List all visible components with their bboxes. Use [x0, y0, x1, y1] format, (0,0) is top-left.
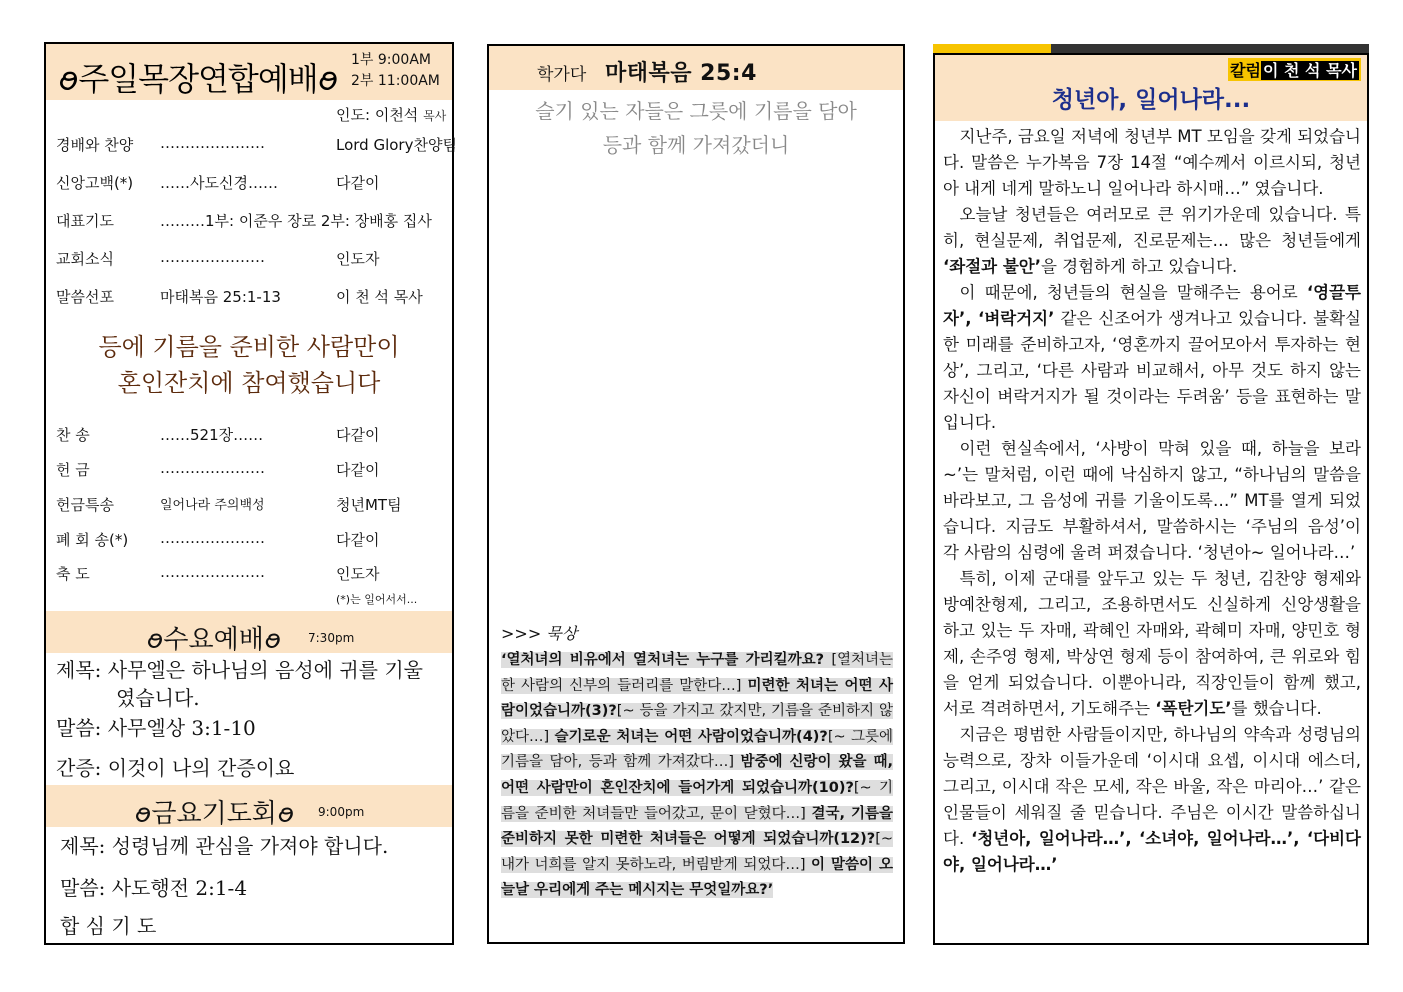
meditation-questions	[501, 648, 893, 904]
column-paragraph	[943, 280, 1361, 436]
order-leader: 이 천 석 목사	[336, 288, 423, 306]
order-detail: 마태복음 25:1-13	[160, 288, 281, 306]
order-detail: …………………	[160, 134, 265, 152]
wednesday-subject	[56, 656, 440, 712]
column-paragraph	[943, 124, 1361, 202]
friday-subject: 제목: 성령님께 관심을 가져야 합니다.	[60, 834, 389, 858]
friday-prayer-title: ꪮ금요기도회ꪮ	[134, 799, 295, 829]
order-row	[56, 286, 448, 310]
order-item: 축 도	[56, 565, 90, 583]
meditation-label: >>> 묵상	[501, 624, 578, 643]
meditation-question: ‘열처녀의 비유에서 열처녀는 누구를 가리킬까요?	[501, 652, 832, 668]
column-emphasis: ‘폭탄기도’	[1155, 699, 1232, 718]
meditation-question: 밤중에 신랑이 왔을 때, 어떤 사람만이 혼인잔치에 들어가게 되었습니까(10)?	[501, 754, 893, 796]
order-detail: ……521장……	[160, 426, 264, 444]
wednesday-testimony: 간증: 이것이 나의 간증이요	[56, 756, 295, 780]
order-leader: Lord Glory찬양팀	[336, 136, 457, 154]
order-item: 경배와 찬양	[56, 136, 134, 154]
meditation-answer: [~ 그릇에 기름을 담아, 등과 함께 가져갔다…]	[501, 728, 894, 771]
service-time-1: 1부 9:00AM	[351, 52, 431, 68]
order-item: 신앙고백(*)	[56, 174, 134, 192]
order-row	[56, 134, 457, 158]
scripture-header	[489, 46, 903, 90]
meditation-question: 미련한 처녀는 어떤 사람이었습니까(3)?	[501, 677, 893, 720]
leader-role: 목사	[423, 109, 447, 123]
order-detail: …………………	[160, 459, 265, 477]
wednesday-word: 말씀: 사무엘상 3:1-10	[56, 716, 256, 740]
meditation-answer: [열처녀는 한 사람의 신부의 들러리를 말한다…]	[501, 652, 893, 694]
column-text: 이런 현실속에서, ‘사방이 막혀 있을 때, 하늘을 보라~’는 말처럼, 이런 때에 낙심하지 않고, “하나님의 말씀을 바라보고, 그 음성에 귀를 기울이도록…” MT를 열게 되었습니다. 지금도 부활하셔서, 말씀하시는 ‘주님의 음성’이 각 사람의 심령에 울려 퍼졌습니다. ‘청년아~ 일어나라…’	[943, 439, 1361, 562]
worship-order-panel	[44, 42, 457, 945]
meditation-answer: [~ 등을 가지고 갔지만, 기름을 준비하지 않았다…]	[501, 703, 893, 745]
column-paragraph	[943, 722, 1361, 878]
order-detail: ………1부: 이준우 장로 2부: 장배홍 집사	[160, 212, 432, 230]
order-leader: 청년MT팀	[336, 496, 402, 514]
wednesday-service-header	[46, 611, 452, 653]
sermon-message-line: 등에 기름을 준비한 사람만이	[98, 333, 400, 361]
column-paragraph	[943, 436, 1361, 566]
scripture-panel	[487, 44, 905, 944]
wednesday-subject-text: 사무엘은 하나님의 음성에 귀를 기울였습니다.	[107, 658, 423, 710]
order-leader: 인도자	[336, 250, 380, 268]
meditation-answer: [~ 기름을 준비한 처녀들만 들어갔고, 문이 닫혔다…]	[501, 779, 893, 822]
leader-name: 이천석	[374, 106, 419, 124]
leader-line	[336, 104, 446, 125]
friday-word: 말씀: 사도행전 2:1-4	[60, 876, 248, 900]
column-text: 지금은 평범한 사람들이지만, 하나님의 약속과 성령님의 능력으로, 장차 이들가운데 ‘이시대 요셉, 이시대 에스더, 그리고, 이시대 작은 모세, 작은 바울, 작은 마리아…’ 같은 인물들이 세워질 줄 믿습니다. 주님은 이시간 말씀하십니다.	[943, 725, 1361, 848]
order-item: 교회소식	[56, 250, 114, 268]
scripture-header-label: 학가다	[537, 65, 587, 85]
standing-note: (*)는 일어서서...	[336, 593, 418, 606]
column-emphasis: ‘좌절과 불안’	[943, 257, 1041, 276]
column-text: 특히, 이제 군대를 앞두고 있는 두 청년, 김찬양 형제와 방예찬형제, 그리고, 조용하면서도 신실하게 신앙생활을 하고 있는 두 자매, 곽혜인 자매와, 곽혜미 자매, 양민호 형제, 손주영 형제, 박상연 형제 등이 참여하여, 큰 위로와 힘을 얻게 되었습니다. 이뿐아니라, 직장인들이 함께 했고, 서로 격려하면서, 기도해주는	[943, 569, 1361, 718]
order-row	[56, 424, 448, 448]
order-row	[56, 494, 448, 518]
order-item: 대표기도	[56, 212, 114, 230]
order-detail: …………………	[160, 529, 265, 547]
sunday-service-title: ꪮ주일목장연합예배ꪮ	[58, 60, 338, 98]
column-author: 이 천 석 목사	[1263, 61, 1357, 80]
scripture-verse-line: 슬기 있는 자들은 그릇에 기름을 담아	[535, 99, 857, 123]
column-text: 지난주, 금요일 저녁에 청년부 MT 모임을 갖게 되었습니다. 말씀은 누가복음 7장 14절 “예수께서 이르시되, 청년아 내게 네게 말하노니 일어나라 하시매…” 였습니다.	[943, 127, 1361, 198]
sermon-message	[46, 329, 452, 401]
order-item: 말씀선포	[56, 288, 114, 306]
order-row	[56, 248, 448, 272]
column-tag-label: 칼럼	[1230, 61, 1261, 80]
scripture-reference: 마태복음 25:4	[605, 61, 757, 86]
order-leader: 다같이	[336, 426, 380, 444]
order-row	[56, 459, 448, 483]
wednesday-service-time: 7:30pm	[308, 631, 355, 645]
wednesday-subject-label: 제목:	[56, 658, 102, 682]
scripture-verse-line: 등과 함께 가져갔더니	[602, 133, 790, 157]
friday-prayer: 합 심 기 도	[60, 914, 157, 938]
order-leader: 다같이	[336, 461, 380, 479]
order-row	[56, 210, 448, 234]
wednesday-service-title: ꪮ수요예배ꪮ	[146, 625, 282, 655]
order-leader: 다같이	[336, 531, 380, 549]
order-leader: 인도자	[336, 565, 380, 583]
column-emphasis: ‘영끌투자’, ‘벼락거지’	[943, 283, 1361, 328]
order-item: 찬 송	[56, 426, 90, 444]
meditation-answer: [~ 내가 너희를 알지 못하노라, 버림받게 되었다…]	[501, 831, 893, 873]
order-detail: 일어나라 주의백성	[160, 498, 265, 513]
service-time-2: 2부 11:00AM	[351, 73, 440, 89]
service-times	[351, 50, 440, 92]
column-header	[935, 55, 1367, 121]
column-text: 오늘날 청년들은 여러모로 큰 위기가운데 있습니다. 특히, 현실문제, 취업문제, 진로문제는… 많은 청년들에게	[943, 205, 1361, 250]
order-detail: …………………	[160, 563, 265, 581]
column-emphasis: ‘청년아, 일어나라…’, ‘소녀야, 일어나라…’, ‘다비다야, 일어나라…’	[943, 829, 1361, 874]
leader-label: 인도:	[336, 106, 371, 124]
column-paragraph	[943, 202, 1361, 280]
sunday-service-header	[46, 44, 452, 100]
column-tag	[1228, 58, 1361, 81]
friday-prayer-header	[46, 785, 452, 827]
column-text: 을 경험하게 하고 있습니다.	[1040, 257, 1238, 276]
order-row	[56, 172, 448, 196]
meditation-question: 이 말씀이 오늘날 우리에게 주는 메시지는 무엇일까요?’	[501, 856, 893, 899]
order-item: 폐 회 송(*)	[56, 531, 129, 549]
order-item: 헌 금	[56, 461, 90, 479]
order-detail: ……사도신경……	[160, 174, 278, 192]
order-detail: …………………	[160, 248, 265, 266]
column-text: 를 했습니다.	[1231, 699, 1322, 718]
column-paragraph	[943, 566, 1361, 722]
column-panel	[933, 53, 1369, 945]
order-leader: 다같이	[336, 174, 380, 192]
meditation-question: 결국, 기름을 준비하지 못한 미련한 처녀들은 어떻게 되었습니까(12)?	[501, 805, 894, 848]
friday-prayer-time: 9:00pm	[318, 805, 365, 819]
column-title: 청년아, 일어나라...	[1051, 87, 1251, 113]
sermon-message-line: 혼인잔치에 참여했습니다	[117, 369, 381, 397]
column-text: 이 때문에, 청년들의 현실을 말해주는 용어로	[959, 283, 1307, 302]
column-body	[943, 124, 1361, 878]
meditation-question: 슬기로운 처녀는 어떤 사람이었습니까(4)?	[554, 728, 828, 745]
order-item: 헌금특송	[56, 496, 114, 514]
column-text: 같은 신조어가 생겨나고 있습니다. 불확실한 미래를 준비하고자, ‘영혼까지 끌어모아서 투자하는 현상’, 그리고, ‘다른 사람과 비교해서, 아무 것도 하지 않는 자신이 벼락거지가 될 것이라는 두려움’ 등을 표현하는 말입니다.	[943, 309, 1361, 432]
scripture-verse	[489, 94, 903, 162]
order-row	[56, 563, 448, 587]
order-row	[56, 529, 448, 553]
